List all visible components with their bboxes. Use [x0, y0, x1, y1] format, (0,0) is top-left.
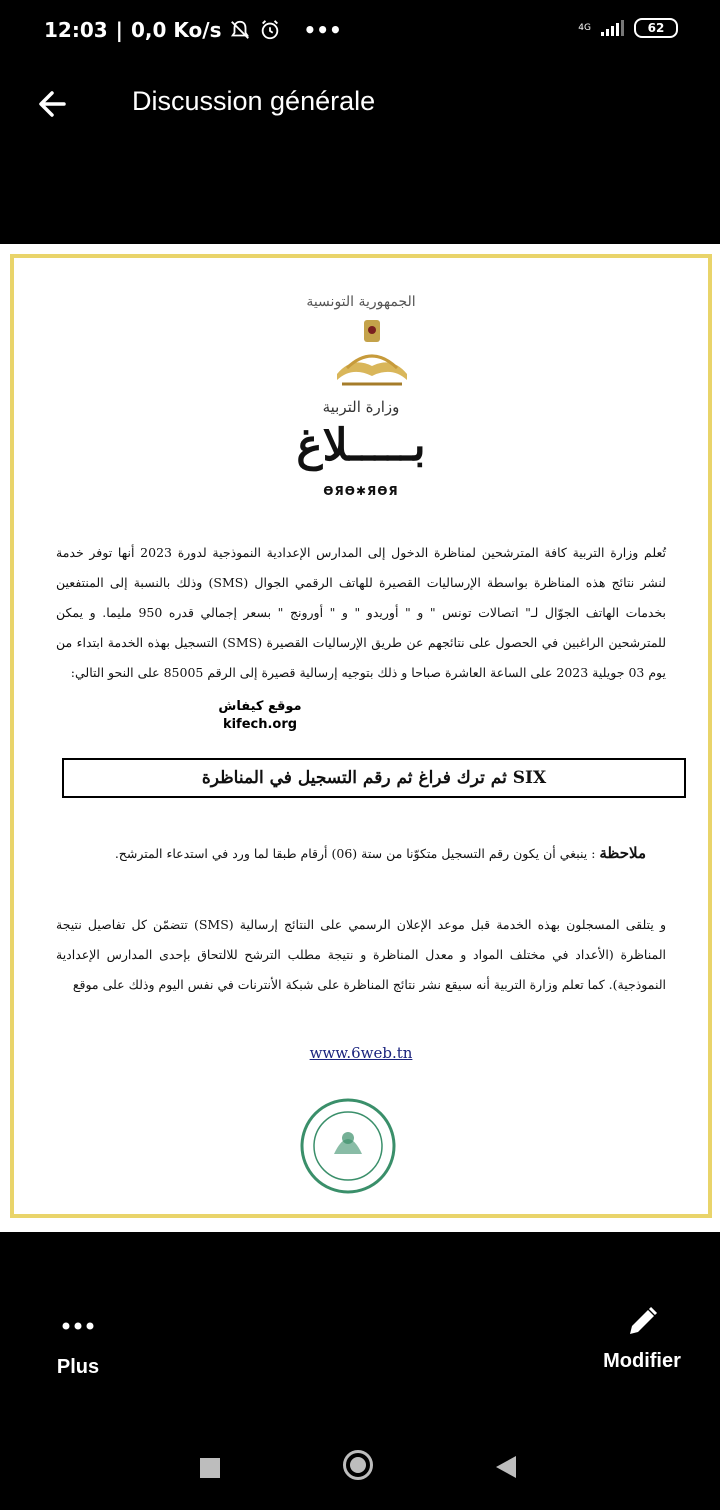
note-text: : ينبغي أن يكون رقم التسجيل متكوّنا من ستة (06) أرقام طبقا لما ورد في استدعاء المترشح.: [114, 846, 596, 861]
note: [56, 844, 646, 862]
watermark-site: kifech.org: [222, 717, 298, 732]
republic-header: الجمهورية التونسية: [306, 294, 416, 310]
status-left: [44, 18, 342, 42]
signal-icon: [601, 20, 624, 36]
ministry-emblem-icon: [327, 316, 417, 396]
status-bar: [0, 0, 720, 64]
more-button[interactable]: [8, 1316, 148, 1379]
more-label: Plus: [56, 1356, 100, 1378]
paragraph-results: و يتلقى المسجلون بهذه الخدمة قبل موعد الإعلان الرسمي على النتائج إرسالية (SMS) تتضمّن كل تفاصيل نتيجة المناظرة (الأعداد في مختلف المواد و معدل المناظرة و نتيجة مطلب الترشح للالتحاق بإحدى المدارس الإعدادية النموذجية). كما تعلم وزارة التربية أنه سيقع نشر نتائج المناظرة على شبكة الأنترنات في نفس اليوم وذلك على موقع: [56, 917, 666, 992]
edit-label: Modifier: [603, 1350, 681, 1372]
bell-off-icon: [229, 19, 251, 41]
system-nav-bar: [0, 1436, 720, 1500]
network-speed: 0,0 Ko/s: [130, 18, 222, 42]
edit-button[interactable]: [572, 1316, 712, 1373]
alarm-icon: [259, 19, 281, 41]
paragraph-announcement: تُعلم وزارة التربية كافة المترشحين لمناظرة الدخول إلى المدارس الإعدادية النموذجية لدورة 2023 أنها توفر خدمة لنشر نتائج هذه المناظرة بواسطة الإرساليات القصيرة للهاتف الرقمي الجوال (SMS) وذلك بالنسبة إلى المنتفعين بخدمات الهاتف الجوّال لـ" اتصالات تونس " و " أوريدو " و " أورونج " بسعر إجمالي قدره 950 مليما. و يمكن للمترشحين الراغبين في الحصول على نتائجهم عن طريق الإرساليات القصيرة (SMS) التسجيل بهذه الخدمة ابتداء من يوم 03 جويلية 2023 على الساعة العاشرة صباحا و ذلك بتوجيه إرسالية قصيرة إلى الرقم 85005 على النحو التالي:: [56, 545, 667, 680]
network-type: 4G: [578, 22, 591, 33]
image-viewer[interactable]: [0, 244, 720, 1232]
sms-format-box: SIX ثم ترك فراغ ثم رقم التسجيل في المناظرة: [62, 758, 686, 798]
status-time: 12:03: [44, 18, 108, 42]
status-right: [578, 18, 678, 38]
ministry-name: وزارة التربية: [322, 398, 400, 416]
watermark-arabic: موقع كيفاش: [218, 699, 302, 714]
more-dots-icon: [58, 1316, 98, 1336]
website-link: www.6web.tn: [309, 1044, 413, 1062]
document-frame: [10, 254, 712, 1218]
document-title: بـــــلاغ: [296, 420, 426, 471]
arrow-left-icon[interactable]: [30, 82, 74, 126]
battery-icon: 62: [634, 18, 678, 38]
official-stamp-icon: [296, 1094, 400, 1198]
note-label: ملاحظة: [599, 844, 646, 862]
recent-apps-icon[interactable]: [200, 1458, 220, 1478]
page-title: Discussion générale: [132, 86, 376, 116]
more-notifications-icon: •••: [303, 18, 342, 42]
app-bar: [0, 64, 720, 144]
watermark: [210, 698, 310, 734]
title-ornament: ӨЯӨ✱ЯӨЯ: [323, 484, 399, 498]
status-separator: |: [115, 18, 123, 42]
pencil-icon: [622, 1302, 662, 1342]
home-icon[interactable]: [343, 1450, 373, 1480]
back-triangle-icon[interactable]: [496, 1456, 516, 1478]
